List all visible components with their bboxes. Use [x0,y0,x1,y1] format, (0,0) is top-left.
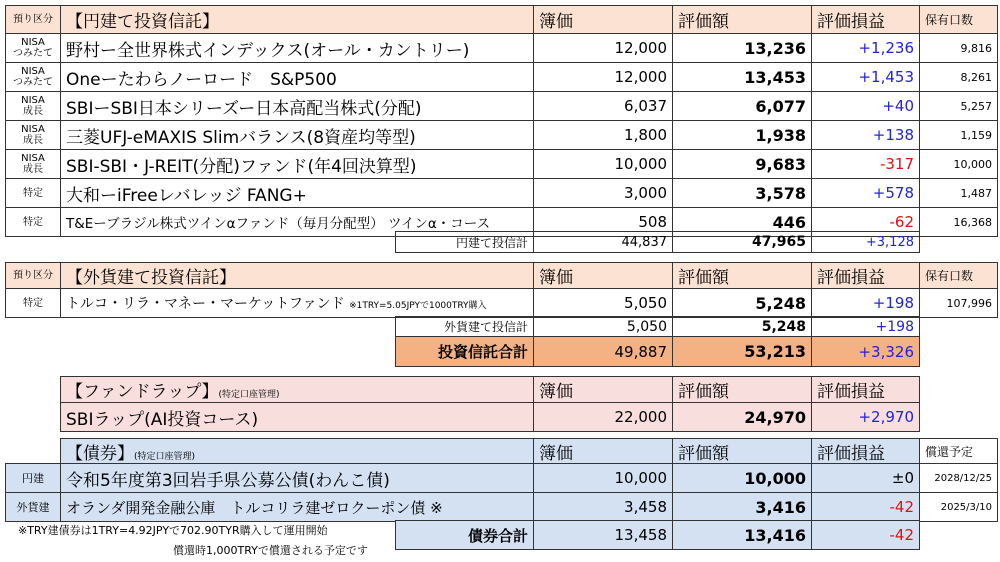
header-value: 評価額 [673,6,812,34]
units-value: 1,159 [920,121,998,150]
valuation-value: 3,416 [673,493,812,522]
section-title: 【円建て投資信託】 [61,6,534,34]
cost-value: 5,050 [534,289,673,318]
pl-value: +1,236 [812,34,920,63]
bonds-header [60,438,998,465]
account-type: NISA つみたて [6,34,61,63]
bonds-table [5,463,998,522]
units-value: 10,000 [920,150,998,179]
subtotal-value: 5,248 [673,317,812,337]
units-value: 1,487 [920,179,998,208]
fund-name: 大和ーiFreeレバレッジ FANG+ [61,179,534,208]
subtotal-pl: +3,128 [812,232,920,253]
pl-value: +198 [812,289,920,318]
cost-value: 12,000 [534,34,673,63]
pl-value: -62 [812,208,920,237]
bond-note-line1: ※TRY建債券は1TRY=4.92JPYで702.90TYR購入して運用開始 [18,524,328,537]
maturity-date: 2028/12/25 [920,464,998,493]
account-type: 外貨建 [6,493,61,522]
account-type: 特定 [6,289,61,318]
account-type: NISA つみたて [6,63,61,92]
section-title [61,439,534,465]
fund-name: T&Eーブラジル株式ツインαファンド（毎月分配型） ツインα・コース [61,208,534,237]
fund-wrap-table [60,376,920,432]
header-value: 評価額 [673,377,812,403]
pl-value: +138 [812,121,920,150]
bonds-total [395,520,920,550]
subtotal-value: 47,965 [673,232,812,253]
header-pl: 評価損益 [812,377,920,403]
pl-value: +1,453 [812,63,920,92]
pl-value: +578 [812,179,920,208]
header-pl: 評価損益 [812,439,920,465]
header-units: 保有口数 [920,263,998,289]
header-cost: 簿価 [534,439,673,465]
cost-value: 6,037 [534,92,673,121]
valuation-value: 446 [673,208,812,237]
fund-name [61,289,534,318]
table-row [61,403,920,432]
fund-total-cost: 49,887 [534,337,673,367]
account-type: 円建 [6,464,61,493]
pl-value: -42 [812,493,920,522]
table-row [6,150,998,179]
bond-total-label: 債券合計 [396,521,534,550]
table-row [6,92,998,121]
bond-note-line2: 償還時1,000TRYで償還される予定です [173,544,368,557]
maturity-date: 2025/3/10 [920,493,998,522]
bond-name: 令和5年度第3回岩手県公募公債(わんこ債) [61,464,534,493]
pl-value: +2,970 [812,403,920,432]
subtotal-label: 外貨建て投信計 [396,317,534,337]
valuation-value: 10,000 [673,464,812,493]
domestic-funds-table [5,5,998,237]
pl-value: +40 [812,92,920,121]
valuation-value: 5,248 [673,289,812,318]
cost-value: 3,000 [534,179,673,208]
fund-total-value: 53,213 [673,337,812,367]
valuation-value: 3,578 [673,179,812,208]
bond-footnote [18,521,368,561]
pl-value: -317 [812,150,920,179]
foreign-subtotal [395,316,920,367]
fund-total-label: 投資信託合計 [396,337,534,367]
account-type: NISA 成長 [6,92,61,121]
cost-value: 22,000 [534,403,673,432]
table-row [6,464,998,493]
subtotal-cost: 44,837 [534,232,673,253]
cost-value: 10,000 [534,464,673,493]
valuation-value: 13,236 [673,34,812,63]
foreign-funds-table [5,262,998,318]
fund-purchase-note: ※1TRY=5.05JPYで1000TRY購入 [349,301,487,311]
section-label: 預り区分 [6,263,61,289]
domestic-subtotal [395,231,920,253]
account-type: NISA 成長 [6,121,61,150]
table-row [6,34,998,63]
table-row [6,63,998,92]
units-value: 5,257 [920,92,998,121]
bond-total-cost: 13,458 [534,521,673,550]
cost-value: 10,000 [534,150,673,179]
pl-value: ±0 [812,464,920,493]
header-maturity: 償還予定 [920,439,998,465]
valuation-value: 13,453 [673,63,812,92]
cost-value: 12,000 [534,63,673,92]
bond-name: オランダ開発金融公庫 トルコリラ建ゼロクーポン債 ※ [61,493,534,522]
fund-name: 三菱UFJ-eMAXIS Slimバランス(8資産均等型) [61,121,534,150]
section-title-text: 【債券】 [66,444,134,464]
header-pl: 評価損益 [812,263,920,289]
table-row [6,289,998,318]
fund-name: Oneーたわらノーロード S&P500 [61,63,534,92]
section-title-text: 【ファンドラップ】 [66,382,219,402]
header-cost: 簿価 [534,263,673,289]
section-title-note: (特定口座管理) [134,452,196,462]
valuation-value: 1,938 [673,121,812,150]
table-row [6,121,998,150]
units-value: 107,996 [920,289,998,318]
fund-total-pl: +3,326 [812,337,920,367]
fund-name: SBIラップ(AI投資コース) [61,403,534,432]
fund-name: SBIーSBI日本シリーズー日本高配当株式(分配) [61,92,534,121]
cost-value: 508 [534,208,673,237]
subtotal-label: 円建て投信計 [396,232,534,253]
units-value: 16,368 [920,208,998,237]
header-units: 保有口数 [920,6,998,34]
cost-value: 1,800 [534,121,673,150]
header-value: 評価額 [673,263,812,289]
table-row [6,179,998,208]
fund-name: SBI-SBI・J-REIT(分配)ファンド(年4回決算型) [61,150,534,179]
valuation-value: 24,970 [673,403,812,432]
header-pl: 評価損益 [812,6,920,34]
table-row [6,493,998,522]
section-title-note: (特定口座管理) [218,390,280,400]
header-cost: 簿価 [534,377,673,403]
account-type: NISA 成長 [6,150,61,179]
bond-total-value: 13,416 [673,521,812,550]
section-title [61,377,534,403]
bond-total-pl: -42 [812,521,920,550]
valuation-value: 6,077 [673,92,812,121]
fund-name-text: トルコ・リラ・マネー・マーケットファンド [66,296,345,312]
units-value: 8,261 [920,63,998,92]
header-value: 評価額 [673,439,812,465]
account-type: 特定 [6,179,61,208]
valuation-value: 9,683 [673,150,812,179]
units-value: 9,816 [920,34,998,63]
subtotal-pl: +198 [812,317,920,337]
fund-name: 野村ー全世界株式インデックス(オール・カントリー) [61,34,534,63]
subtotal-cost: 5,050 [534,317,673,337]
account-type: 特定 [6,208,61,237]
section-title: 【外貨建て投資信託】 [61,263,534,289]
cost-value: 3,458 [534,493,673,522]
header-cost: 簿価 [534,6,673,34]
section-label: 預り区分 [6,6,61,34]
